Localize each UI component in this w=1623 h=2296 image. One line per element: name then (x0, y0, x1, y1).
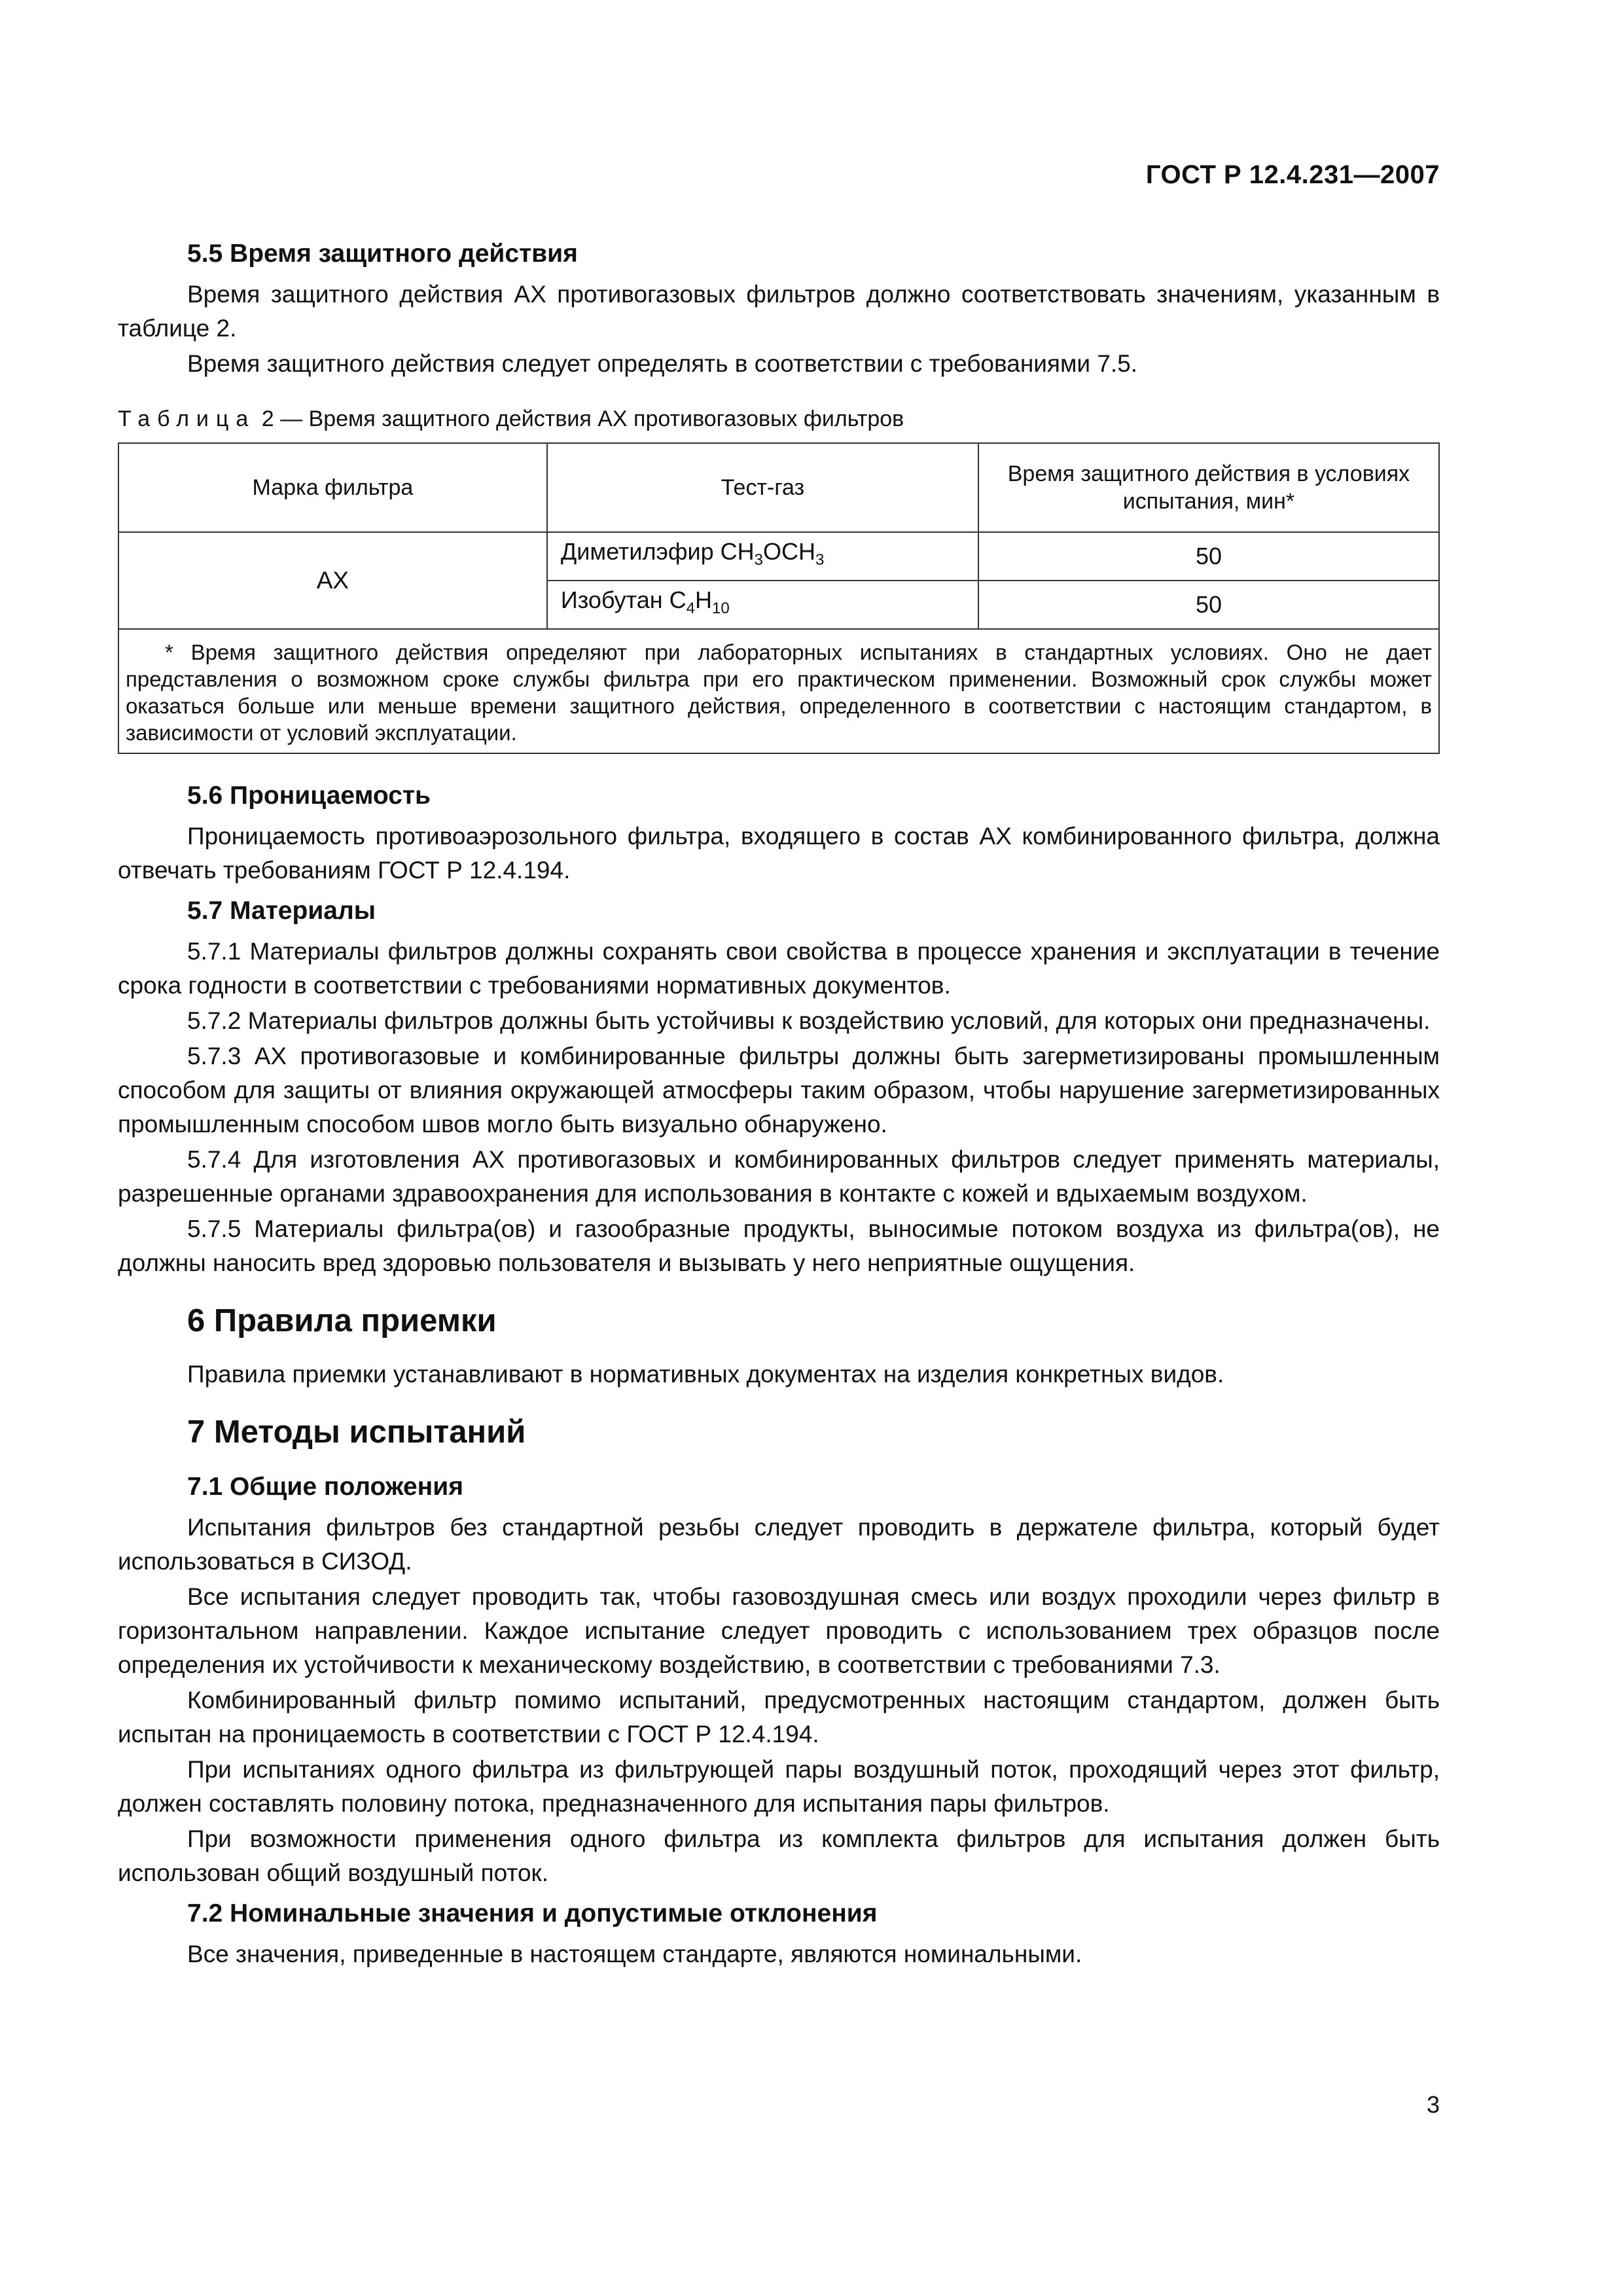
header-protection-time: Время защитного действия в условиях испытания, мин* (978, 443, 1439, 532)
cell-value: 50 (978, 581, 1439, 629)
header-filter-mark: Марка фильтра (118, 443, 547, 532)
section-7-2-title: 7.2 Номинальные значения и допустимые отклонения (187, 1899, 878, 1928)
paragraph: Все значения, приведенные в настоящем стандарте, являются номинальными. (187, 1941, 1082, 1967)
section-6-title: 6 Правила приемки (187, 1303, 497, 1338)
cell-test-gas: Изобутан $C_4H_{10}$ (547, 581, 978, 629)
header-test-gas: Тест-газ (547, 443, 978, 532)
table-header-row (118, 443, 1439, 532)
table-2-caption (118, 404, 1440, 433)
page-content (118, 236, 1440, 1973)
section-7-1-title: 7.1 Общие положения (187, 1473, 463, 1501)
caption-text: 2 — Время защитного действия АХ противогазовых фильтров (255, 406, 904, 431)
paragraph: Комбинированный фильтр помимо испытаний, предусмотренных настоящим стандартом, должен быть испытан на проницаемость в соответствии с ГОСТ Р 12.4.194. (118, 1687, 1440, 1748)
paragraph: 5.7.1 Материалы фильтров должны сохранять свои свойства в процессе хранения и эксплуатации в течение срока годности в соответствии с требованиями нормативных документов. (118, 938, 1440, 999)
table-footnote: * Время защитного действия определяют при лабораторных испытаниях в стандартных условиях. Оно не дает представления о возможном сроке службы фильтра при его практическом применении. Возможный срок службы может оказаться больше или меньше времени защитного действия, определенного в соответствии с настоящим стандартом, в зависимости от условий эксплуатации. (118, 629, 1439, 753)
cell-test-gas: Диметилэфир $CH_3OCH_3$ (547, 532, 978, 581)
paragraph: Все испытания следует проводить так, чтобы газовоздушная смесь или воздух проходили через фильтр в горизонтальном направлении. Каждое испытание следует проводить с использованием трех образцов после определения их устойчивости к механическому воздействию, в соответствии с требованиями 7.3. (118, 1583, 1440, 1678)
cell-value: 50 (978, 532, 1439, 581)
paragraph: Испытания фильтров без стандартной резьбы следует проводить в держателе фильтра, который будет использоваться в СИЗОД. (118, 1514, 1440, 1575)
caption-word: Таблица (118, 406, 256, 431)
paragraph: 5.7.3 АХ противогазовые и комбинированные фильтры должны быть загерметизированы промышленным способом для защиты от влияния окружающей атмосферы таким образом, чтобы нарушение загерметизированных промышленным способом швов могло быть визуально обнаружено. (118, 1043, 1440, 1138)
table-row (118, 532, 1439, 581)
section-5-7-title: 5.7 Материалы (187, 897, 376, 925)
paragraph: При возможности применения одного фильтра из комплекта фильтров для испытания должен быть использован общий воздушный поток. (118, 1825, 1440, 1886)
table-2 (118, 442, 1440, 754)
paragraph: Время защитного действия АХ противогазовых фильтров должно соответствовать значениям, указанным в таблице 2. (118, 281, 1440, 342)
section-7-title: 7 Методы испытаний (187, 1414, 526, 1450)
section-5-5-title: 5.5 Время защитного действия (187, 240, 578, 268)
paragraph: Правила приемки устанавливают в нормативных документах на изделия конкретных видов. (187, 1361, 1224, 1388)
paragraph: Время защитного действия следует определять в соответствии с требованиями 7.5. (187, 350, 1138, 377)
paragraph: 5.7.4 Для изготовления АХ противогазовых и комбинированных фильтров следует применять материалы, разрешенные органами здравоохранения для использования в контакте с кожей и вдыхаемым воздухом. (118, 1146, 1440, 1207)
section-5-6-title: 5.6 Проницаемость (187, 781, 431, 810)
paragraph: При испытаниях одного фильтра из фильтрующей пары воздушный поток, проходящий через этот фильтр, должен составлять половину потока, предназначенного для испытания пары фильтров. (118, 1756, 1440, 1817)
document-page (118, 0, 1440, 2296)
paragraph: 5.7.2 Материалы фильтров должны быть устойчивы к воздействию условий, для которых они предназначены. (187, 1007, 1431, 1034)
document-id-header: ГОСТ Р 12.4.231—2007 (1145, 160, 1440, 189)
paragraph: 5.7.5 Материалы фильтра(ов) и газообразные продукты, выносимые потоком воздуха из фильтра(ов), не должны наносить вред здоровью пользователя и вызывать у него неприятные ощущения. (118, 1215, 1440, 1276)
cell-filter-mark: АХ (118, 532, 547, 629)
table-note-row (118, 629, 1439, 753)
paragraph: Проницаемость противоаэрозольного фильтра, входящего в состав АХ комбинированного фильтра, должна отвечать требованиям ГОСТ Р 12.4.194. (118, 823, 1440, 884)
page-number: 3 (1426, 2091, 1440, 2118)
